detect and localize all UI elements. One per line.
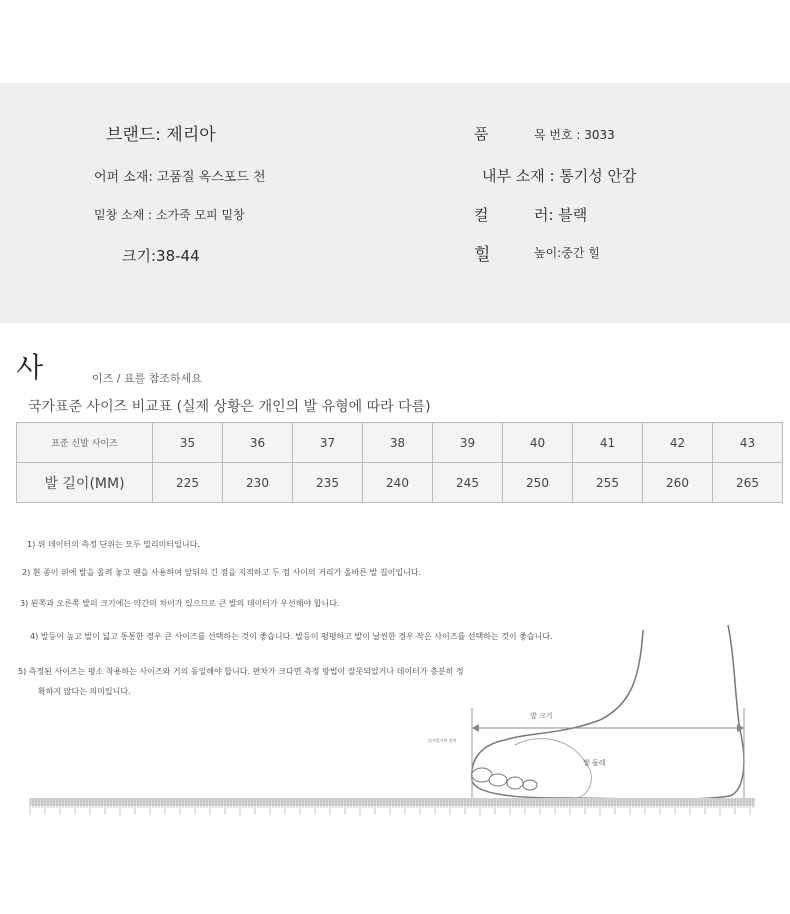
outsole-material-text: 밑창 소재 : 소가죽 모피 밑창 — [94, 208, 245, 222]
foot-length-cell: 230 — [223, 463, 293, 503]
size-range-text: 크기:38-44 — [122, 247, 200, 265]
shoe-size-cell: 35 — [153, 423, 223, 463]
brand-text: 브랜드: 제리아 — [106, 125, 216, 145]
size-chart-title: 국가표준 사이즈 비교표 (실제 상황은 개인의 발 유형에 따라 다름) — [28, 399, 431, 415]
size-section-heading: 사 — [16, 351, 44, 384]
product-info-panel — [0, 83, 790, 323]
foot-length-label: 발 크기 — [530, 712, 553, 720]
toe-shape — [489, 774, 507, 786]
size-section-subheading: 이즈 / 표를 참조하세요 — [92, 372, 202, 385]
foot-length-cell: 265 — [713, 463, 783, 503]
note-5-cont: 확하지 않다는 의미입니다. — [38, 687, 131, 696]
toe-shape — [507, 777, 523, 789]
foot-length-row-label: 발 길이(MM) — [17, 463, 153, 503]
foot-length-cell: 245 — [433, 463, 503, 503]
shoe-size-cell: 36 — [223, 423, 293, 463]
foot-length-cell: 240 — [363, 463, 433, 503]
color-label: 컬 — [474, 206, 489, 224]
toe-shape — [523, 780, 537, 790]
shoe-size-row — [17, 423, 783, 463]
shoe-size-cell: 40 — [503, 423, 573, 463]
foot-length-cell: 255 — [573, 463, 643, 503]
shoe-size-cell: 39 — [433, 423, 503, 463]
note-2: 2) 흰 종이 위에 발을 올려 놓고 펜을 사용하여 앞뒤의 긴 점을 지적하고 두 점 사이의 거리가 올바른 발 길이입니다. — [22, 568, 422, 577]
shoe-size-cell: 43 — [713, 423, 783, 463]
foot-measurement-diagram — [0, 620, 790, 820]
note-3: 3) 왼쪽과 오른쪽 발의 크기에는 약간의 차이가 있으므로 큰 발의 데이터가 우선해야 합니다. — [20, 599, 340, 608]
foot-length-row — [17, 463, 783, 503]
foot-length-cell: 235 — [293, 463, 363, 503]
product-number-text: 목 번호 : 3033 — [534, 128, 615, 142]
foot-length-cell: 250 — [503, 463, 573, 503]
toe-label: 엄지발가락 앞쪽 — [428, 738, 457, 743]
lining-material-text: 내부 소재 : 통기성 안감 — [482, 167, 637, 185]
note-5: 5) 측정된 사이즈는 평소 착용하는 사이즈와 거의 동일해야 합니다. 편차가 크다면 측정 방법이 잘못되었거나 데이터가 충분히 정 — [18, 667, 464, 676]
arrow-head-left — [472, 724, 479, 732]
shoe-size-cell: 42 — [643, 423, 713, 463]
note-4: 4) 발등이 높고 발이 넓고 통통한 경우 큰 사이즈를 선택하는 것이 좋습니다. 발등이 평평하고 발이 날씬한 경우 작은 사이즈를 선택하는 것이 좋습니다. — [30, 632, 553, 641]
foot-girth-label: 발 둘레 — [583, 759, 606, 767]
shoe-size-row-label: 표준 신발 사이즈 — [17, 423, 153, 463]
heel-label: 힐 — [474, 245, 491, 265]
note-1: 1) 위 데이터의 측정 단위는 모두 밀리미터입니다. — [27, 540, 200, 549]
color-value-text: 러: 블랙 — [534, 206, 588, 224]
ruler-bar — [30, 798, 755, 806]
upper-material-text: 어퍼 소재: 고품질 옥스포드 천 — [94, 170, 266, 185]
heel-height-text: 높이:중간 힐 — [534, 246, 600, 260]
shoe-size-cell: 38 — [363, 423, 433, 463]
foot-length-cell: 225 — [153, 463, 223, 503]
product-label: 품 — [474, 125, 489, 143]
foot-length-cell: 260 — [643, 463, 713, 503]
shoe-size-cell: 37 — [293, 423, 363, 463]
size-chart-table — [16, 422, 783, 503]
shoe-size-cell: 41 — [573, 423, 643, 463]
foot-outline — [472, 625, 744, 799]
